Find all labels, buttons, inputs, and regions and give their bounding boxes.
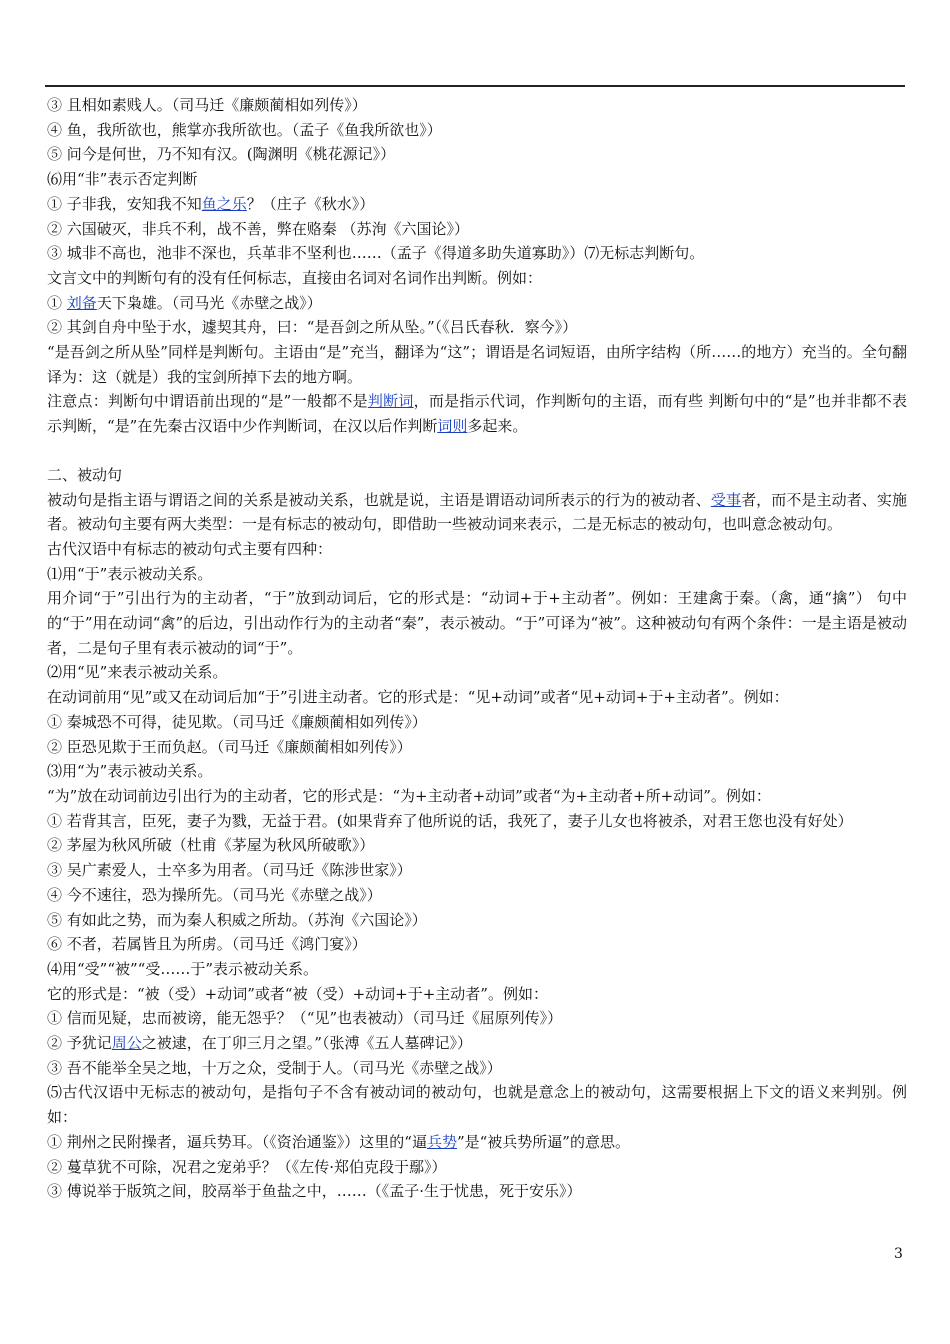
line-text: ？（庄子《秋水》）: [246, 194, 375, 213]
text-line: [47, 291, 907, 316]
text-line: [47, 142, 907, 167]
line-text: 用介词“于”引出行为的主动者，“于”放到动词后，它的形式是：“动词+于+主动者”。例如：王建禽于秦。（禽，通“擒”） 句中的“于”用在动词“禽”的后边，引出动作行为的主动者“秦”，表示被动。“于”可译为“被”。这种被动句有两个条件：一是主语是被动者，二是句子里有表示被动的词“于”。: [47, 589, 907, 657]
text-line: [47, 586, 907, 660]
text-line: [47, 858, 907, 883]
line-text: ① 秦城恐不可得，徒见欺。（司马迁《廉颇蔺相如列传》）: [47, 712, 427, 731]
line-text: ② 予犹记: [47, 1034, 112, 1053]
line-text: ③ 城非不高也，池非不深也，兵革非不坚利也……（孟子《得道多助失道寡助》）⑺无标志判断句。: [47, 244, 705, 263]
text-link[interactable]: 刘备: [66, 293, 97, 312]
text-line: [47, 1056, 907, 1081]
line-text: ③ 吾不能举全吴之地，十万之众，受制于人。（司马光《赤壁之战》）: [47, 1058, 502, 1077]
text-line: [47, 735, 907, 760]
line-text: ③ 吴广素爱人，士卒多为用者。（司马迁《陈涉世家》）: [47, 861, 412, 880]
text-line: [47, 660, 907, 685]
text-line: [47, 759, 907, 784]
text-line: [47, 217, 907, 242]
line-text: ② 茅屋为秋风所破（杜甫《茅屋为秋风所破歌》）: [47, 836, 375, 855]
line-text: ③ 且相如素贱人。（司马迁《廉颇蔺相如列传》）: [47, 96, 367, 114]
text-line: [47, 93, 907, 118]
text-line: [47, 315, 907, 340]
line-text: ⑴用“于”表示被动关系。: [47, 564, 213, 583]
line-text: ⑵用“见”来表示被动关系。: [47, 663, 228, 682]
text-line: [47, 340, 907, 389]
text-line: [47, 1031, 907, 1056]
line-text: 多起来。: [467, 417, 528, 436]
line-text: ⑤ 问今是何世，乃不知有汉。(陶渊明《桃花源记》）: [47, 145, 396, 164]
text-line: [47, 908, 907, 933]
blank-line: [47, 439, 907, 463]
text-line: [47, 982, 907, 1007]
line-text: ② 臣恐见欺于王而负赵。（司马迁《廉颇蔺相如列传》）: [47, 737, 412, 756]
line-text: ⑸古代汉语中无标志的被动句，是指句子不含有被动词的被动句，也就是意念上的被动句，这需要根据上下文的语义来判别。例如：: [47, 1083, 907, 1127]
text-line: [47, 1179, 907, 1204]
line-text: “为”放在动词前边引出行为的主动者，它的形式是：“为+主动者+动词”或者“为+主动者+所+动词”。例如：: [47, 786, 771, 805]
text-line: [47, 932, 907, 957]
line-text: ⑤ 有如此之势，而为秦人积威之所劫。（苏洵《六国论》）: [47, 910, 427, 929]
text-link[interactable]: 周公: [111, 1034, 142, 1053]
line-text: 者，而不是主动者、实施者。被动句主要有两大类型：一是有标志的被动句，即借助一些被动词来表示，二是无标志的被动句，也叫意念被动句。: [47, 490, 907, 534]
line-text: ⑷用“受”“被”“受……于”表示被动关系。: [47, 959, 319, 978]
line-text: ④ 鱼，我所欲也，熊掌亦我所欲也。（孟子《鱼我所欲也》）: [47, 120, 442, 139]
line-text: ，而是指示代词，作判断句的主语，而有些 判断句中的“是”也并非都不表示判断，“是”在先秦古汉语中少作判断词，在汉以后作判断: [47, 392, 908, 436]
text-link[interactable]: 词则: [437, 417, 468, 436]
line-text: ⑥ 不者，若属皆且为所虏。（司马迁《鸿门宴》）: [47, 935, 367, 954]
text-line: [47, 1080, 907, 1129]
text-line: [47, 488, 907, 537]
text-line: [47, 241, 907, 266]
line-text: ”是“被兵势所逼”的意思。: [456, 1132, 630, 1151]
document-body: [47, 93, 907, 1204]
text-line: [47, 957, 907, 982]
line-text: ② 蔓草犹不可除，况君之宠弟乎？（《左传·郑伯克段于鄢》）: [47, 1157, 447, 1176]
line-text: 它的形式是：“被（受）+动词”或者“被（受）+动词+于+主动者”。例如：: [47, 984, 548, 1003]
page-number: 3: [894, 1246, 903, 1262]
line-text: ② 其剑自舟中坠于水，遽契其舟，曰：“是吾剑之所从坠。”（《吕氏春秋．察今》）: [47, 318, 578, 337]
line-text: ② 六国破灭，非兵不利，战不善，弊在赂秦 （苏洵《六国论》）: [47, 219, 470, 238]
line-text: 天下枭雄。（司马光《赤壁之战》）: [96, 293, 322, 312]
text-line: [47, 1155, 907, 1180]
text-line: [47, 192, 907, 217]
line-text: 注意点：判断句中谓语前出现的“是”一般都不是: [47, 392, 368, 411]
text-line: [47, 1130, 907, 1155]
line-text: ⑶用“为”表示被动关系。: [47, 762, 213, 781]
text-line: [47, 809, 907, 834]
line-text: “是吾剑之所从坠”同样是判断句。主语由“是”充当，翻译为“这”；谓语是名词短语，由所字结构（所……的地方）充当的。全句翻译为：这（就是）我的宝剑所掉下去的地方啊。: [47, 343, 907, 386]
line-text: 文言文中的判断句有的没有任何标志，直接由名词对名词作出判断。例如：: [47, 268, 543, 287]
line-text: ① 若背其言，臣死，妻子为戮，无益于君。(如果背弃了他所说的话，我死了，妻子儿女也将被杀，对君王您也没有好处）: [47, 811, 853, 830]
text-link[interactable]: 兵势: [426, 1132, 457, 1151]
line-text: ③ 傅说举于版筑之间，胶鬲举于鱼盐之中，……（《孟子·生于忧患，死于安乐》）: [47, 1182, 582, 1201]
text-line: [47, 389, 907, 438]
text-line: [47, 833, 907, 858]
line-text: ④ 今不速往，恐为操所先。（司马光《赤壁之战》）: [47, 885, 382, 904]
text-line: [47, 537, 907, 562]
text-link[interactable]: 判断词: [367, 392, 414, 411]
line-text: ① 荆州之民附操者，逼兵势耳。（《资治通鉴》）这里的“逼: [47, 1132, 427, 1151]
line-text: ① 子非我，安知我不知: [47, 194, 202, 213]
text-line: [47, 266, 907, 291]
text-link[interactable]: 鱼之乐: [201, 194, 247, 213]
line-text: ①: [47, 293, 67, 312]
line-text: ⑹用“非”表示否定判断: [47, 170, 198, 189]
line-text: 在动词前用“见”或又在动词后加“于”引进主动者。它的形式是：“见+动词”或者“见+动词+于+主动者”。例如：: [47, 688, 789, 707]
text-line: [47, 883, 907, 908]
line-text: 之被逮，在丁卯三月之望。”（张溥《五人墓碑记》）: [141, 1034, 472, 1053]
line-text: 二、被动句: [47, 465, 123, 484]
line-text: 被动句是指主语与谓语之间的关系是被动关系，也就是说，主语是谓语动词所表示的行为的被动者、: [47, 490, 711, 509]
text-line: [47, 685, 907, 710]
text-link[interactable]: 受事: [710, 490, 742, 509]
text-line: [47, 710, 907, 735]
text-line: [47, 562, 907, 587]
line-text: 古代汉语中有标志的被动句式主要有四种：: [47, 539, 333, 558]
text-line: [47, 784, 907, 809]
header-rule: [45, 85, 905, 87]
text-line: [47, 167, 907, 192]
text-line: [47, 1006, 907, 1031]
line-text: ① 信而见疑，忠而被谤，能无怨乎？（“见”也表被动）（司马迁《屈原列传》）: [47, 1009, 563, 1028]
text-line: [47, 463, 907, 488]
text-line: [47, 118, 907, 143]
